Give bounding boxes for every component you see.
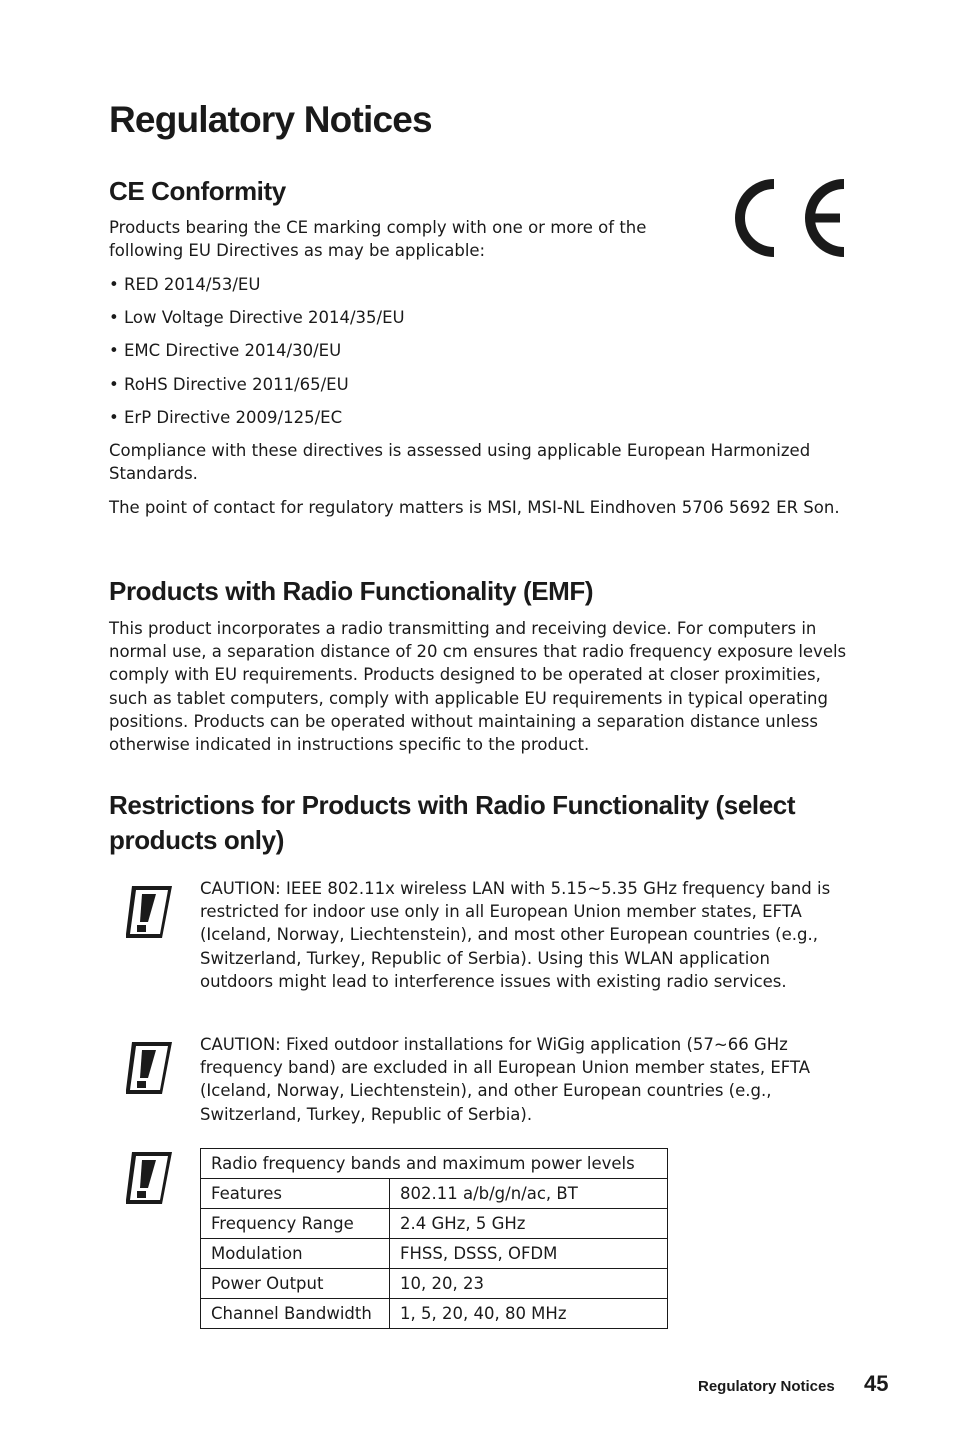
footer-section-label: Regulatory Notices (698, 1378, 835, 1395)
page-number: 45 (864, 1371, 889, 1396)
table-row (201, 1299, 668, 1329)
list-item: • ErP Directive 2009/125/EC (109, 406, 405, 429)
table-cell-value: 2.4 GHz, 5 GHz (390, 1209, 668, 1239)
ce-mark-logo (732, 176, 846, 260)
table-row (201, 1149, 668, 1179)
table-row (201, 1179, 668, 1209)
table-cell-label: Modulation (201, 1239, 390, 1269)
table-title: Radio frequency bands and maximum power levels (201, 1149, 668, 1179)
emf-heading: Products with Radio Functionality (EMF) (109, 576, 594, 606)
emf-body-text: This product incorporates a radio transmitting and receiving device. For computers in normal use, a separation distance of 20 cm ensures that radio frequency exposure levels comply with EU requirements. Products designed to be operated at closer proximities, such as tablet computers, comply with applicable EU requirements in typical operating positions. Products can be operated without maintaining a separation distance unless otherwise indicated in instructions specific to the product. (109, 619, 847, 755)
compliance-text: Compliance with these directives is assessed using applicable European Harmonized Standards. (109, 441, 811, 484)
caution-icon (122, 1038, 174, 1098)
page-title: Regulatory Notices (109, 99, 432, 140)
caution-text-wigig: CAUTION: Fixed outdoor installations for WiGig application (57~66 GHz frequency band) are excluded in all European Union member states, EFTA (Iceland, Norway, Liechtenstein), and other European countries (e.g., Switzerland, Turkey, Republic of Serbia). (200, 1035, 811, 1124)
table-cell-value: 802.11 a/b/g/n/ac, BT (390, 1179, 668, 1209)
list-item: • Low Voltage Directive 2014/35/EU (109, 306, 405, 329)
caution-icon (122, 882, 174, 942)
list-item: • RoHS Directive 2011/65/EU (109, 373, 405, 396)
table-cell-label: Features (201, 1179, 390, 1209)
table-cell-value: 10, 20, 23 (390, 1269, 668, 1299)
table-cell-label: Frequency Range (201, 1209, 390, 1239)
caution-text-wlan: CAUTION: IEEE 802.11x wireless LAN with 5.15~5.35 GHz frequency band is restricted for indoor use only in all European Union member states, EFTA (Iceland, Norway, Liechtenstein), and most other European countries (e.g., Switzerland, Turkey, Republic of Serbia). Using this WLAN application outdoors might lead to interference issues with existing radio services. (200, 879, 831, 991)
table-cell-label: Power Output (201, 1269, 390, 1299)
table-row (201, 1239, 668, 1269)
table-cell-label: Channel Bandwidth (201, 1299, 390, 1329)
table-row (201, 1269, 668, 1299)
table-cell-value: 1, 5, 20, 40, 80 MHz (390, 1299, 668, 1329)
ce-intro-text: Products bearing the CE marking comply with one or more of the following EU Directives as may be applicable: (109, 218, 647, 261)
table-row (201, 1209, 668, 1239)
restrictions-heading: Restrictions for Products with Radio Functionality (select products only) (109, 790, 796, 855)
table-cell-value: FHSS, DSSS, OFDM (390, 1239, 668, 1269)
directives-list (109, 273, 405, 439)
caution-icon (122, 1148, 174, 1208)
list-item: • RED 2014/53/EU (109, 273, 405, 296)
list-item: • EMC Directive 2014/30/EU (109, 339, 405, 362)
radio-frequency-table (200, 1148, 668, 1329)
ce-conformity-heading: CE Conformity (109, 176, 286, 206)
contact-text: The point of contact for regulatory matters is MSI, MSI-NL Eindhoven 5706 5692 ER Son. (109, 498, 840, 517)
